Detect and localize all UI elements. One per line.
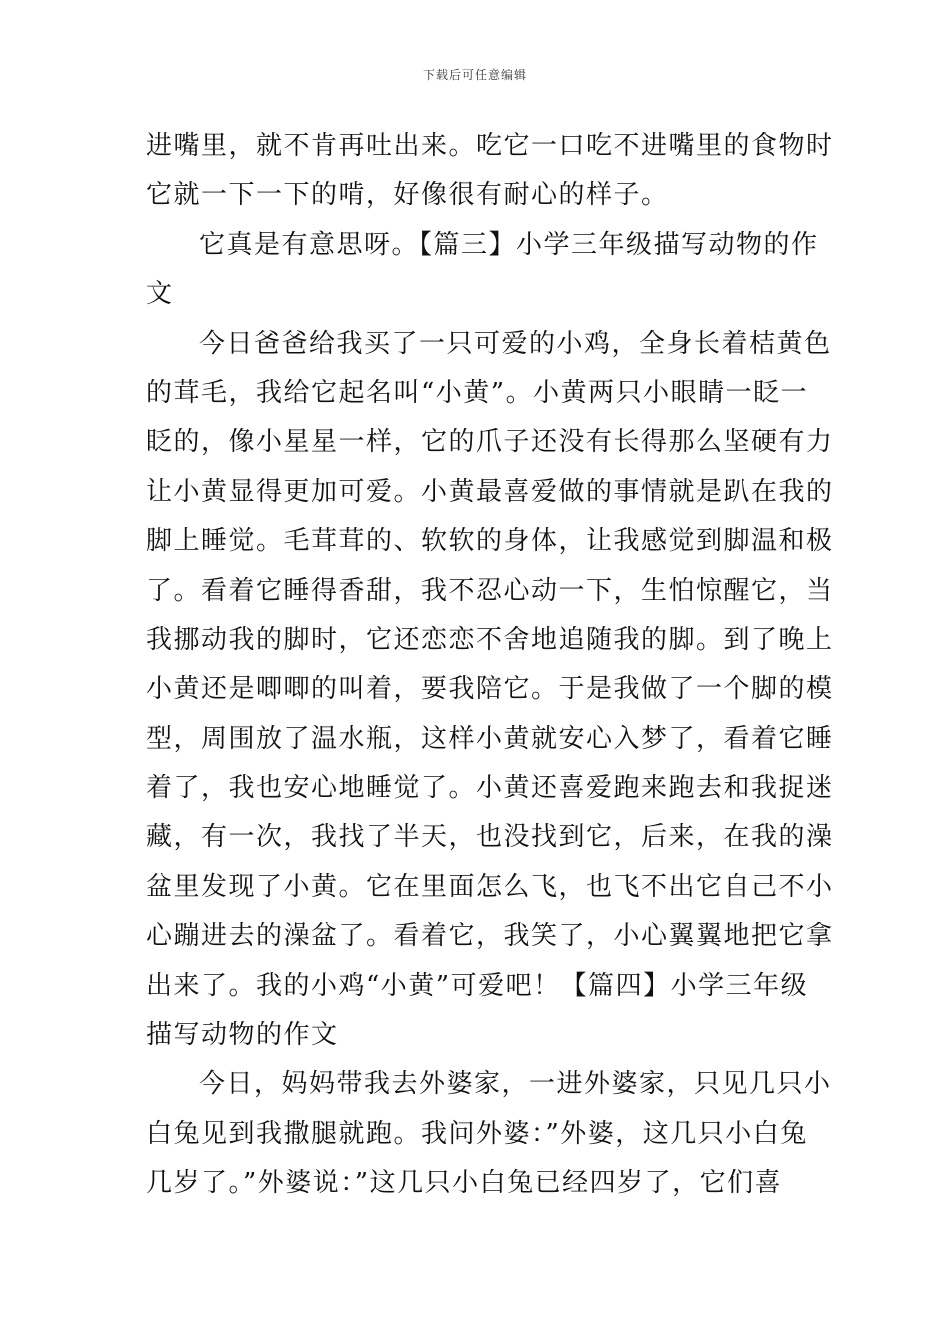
page-header: 下载后可任意编辑 <box>422 68 527 82</box>
text-line: 心蹦进去的澡盆了。看着它，我笑了，小心翼翼地把它拿 <box>146 921 834 952</box>
text-line: 的茸毛，我给它起名叫“小黄”。小黄两只小眼睛一眨一 <box>146 377 809 408</box>
text-line: 文 <box>146 279 174 310</box>
text-line: 它真是有意思呀。【篇三】小学三年级描写动物的作 <box>199 229 819 260</box>
text-line: 出来了。我的小鸡“小黄”可爱吧！【篇四】小学三年级 <box>146 970 809 1001</box>
text-line: 眨的，像小星星一样，它的爪子还没有长得那么坚硬有力 <box>146 427 834 458</box>
text-line: 脚上睡觉。毛茸茸的、软软的身体，让我感觉到脚温和极 <box>146 526 834 557</box>
text-line: 着了，我也安心地睡觉了。小黄还喜爱跑来跑去和我捉迷 <box>146 773 834 804</box>
text-line: 几岁了。”外婆说：”这几只小白兔已经四岁了，它们喜 <box>146 1168 783 1199</box>
text-line: 我挪动我的脚时，它还恋恋不舍地追随我的脚。到了晚上 <box>146 624 834 655</box>
text-line: 白兔见到我撒腿就跑。我问外婆：”外婆，这几只小白兔 <box>146 1118 808 1149</box>
text-line: 了。看着它睡得香甜，我不忍心动一下，生怕惊醒它，当 <box>146 575 834 606</box>
text-line: 小黄还是唧唧的叫着，要我陪它。于是我做了一个脚的模 <box>146 674 834 705</box>
text-line: 它就一下一下的啃，好像很有耐心的样子。 <box>146 180 669 211</box>
text-line: 进嘴里，就不肯再吐出来。吃它一口吃不进嘴里的食物时 <box>146 131 834 161</box>
text-line: 让小黄显得更加可爱。小黄最喜爱做的事情就是趴在我的 <box>146 476 834 507</box>
text-line: 藏，有一次，我找了半天，也没找到它，后来，在我的澡 <box>146 822 834 853</box>
text-line: 型，周围放了温水瓶，这样小黄就安心入梦了，看着它睡 <box>146 723 834 754</box>
text-line: 今日爸爸给我买了一只可爱的小鸡，全身长着桔黄色 <box>199 328 832 359</box>
text-line: 今日，妈妈带我去外婆家，一进外婆家，只见几只小 <box>199 1069 832 1100</box>
text-line: 描写动物的作文 <box>146 1020 339 1051</box>
document-body <box>146 122 834 1209</box>
text-line: 盆里发现了小黄。它在里面怎么飞，也飞不出它自己不小 <box>146 871 834 902</box>
